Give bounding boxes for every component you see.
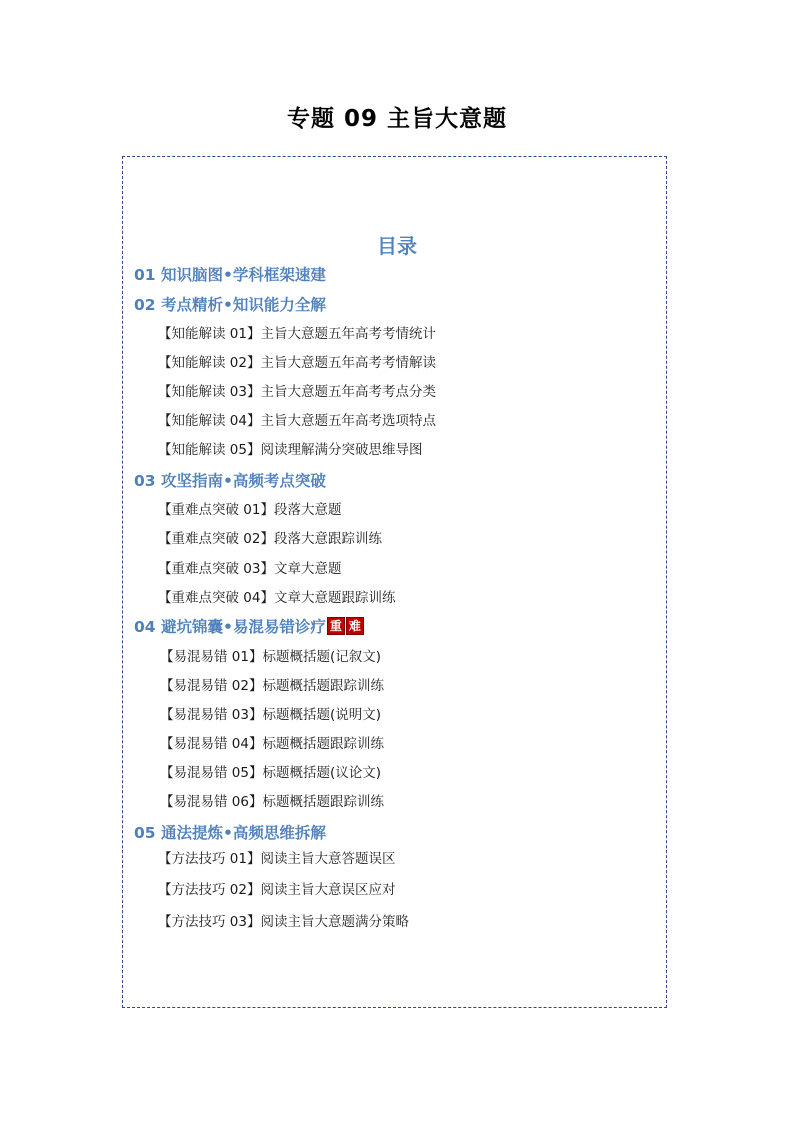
toc-section-03[interactable]: 03 攻坚指南•高频考点突破 (134, 472, 326, 490)
toc-item[interactable]: 【易混易错 01】标题概括题(记叙文) (160, 649, 382, 665)
toc-item[interactable]: 【重难点突破 04】文章大意题跟踪训练 (158, 590, 396, 606)
toc-item[interactable]: 【易混易错 06】标题概括题跟踪训练 (160, 794, 384, 810)
toc-item[interactable]: 【知能解读 03】主旨大意题五年高考考点分类 (158, 384, 436, 400)
toc-item[interactable]: 【易混易错 02】标题概括题跟踪训练 (160, 678, 384, 694)
toc-item[interactable]: 【易混易错 05】标题概括题(议论文) (160, 765, 382, 781)
toc-item[interactable]: 【重难点突破 02】段落大意跟踪训练 (158, 531, 382, 547)
toc-item[interactable]: 【易混易错 03】标题概括题(说明文) (160, 707, 382, 723)
toc-item[interactable]: 【知能解读 02】主旨大意题五年高考考情解读 (158, 355, 436, 371)
toc-item[interactable]: 【方法技巧 02】阅读主旨大意误区应对 (158, 882, 396, 898)
toc-item[interactable]: 【知能解读 01】主旨大意题五年高考考情统计 (158, 326, 436, 342)
page-title: 专题 09 主旨大意题 (286, 106, 508, 132)
toc-item[interactable]: 【易混易错 04】标题概括题跟踪训练 (160, 736, 384, 752)
toc-item[interactable]: 【方法技巧 03】阅读主旨大意题满分策略 (158, 914, 409, 930)
toc-section-04[interactable] (134, 617, 364, 637)
badge-zhong: 重 (327, 617, 345, 635)
toc-heading: 目录 (377, 234, 417, 258)
toc-section-04-label: 04 避坑锦囊•易混易错诊疗 (134, 618, 326, 636)
toc-item[interactable]: 【重难点突破 01】段落大意题 (158, 502, 342, 518)
toc-item[interactable]: 【方法技巧 01】阅读主旨大意答题误区 (158, 851, 396, 867)
toc-section-02[interactable]: 02 考点精析•知识能力全解 (134, 296, 326, 314)
toc-item[interactable]: 【重难点突破 03】文章大意题 (158, 561, 342, 577)
toc-section-05[interactable]: 05 通法提炼•高频思维拆解 (134, 824, 326, 842)
badge-nan: 难 (346, 617, 364, 635)
toc-item[interactable]: 【知能解读 05】阅读理解满分突破思维导图 (158, 442, 423, 458)
toc-item[interactable]: 【知能解读 04】主旨大意题五年高考选项特点 (158, 413, 436, 429)
toc-section-01[interactable]: 01 知识脑图•学科框架速建 (134, 266, 326, 284)
